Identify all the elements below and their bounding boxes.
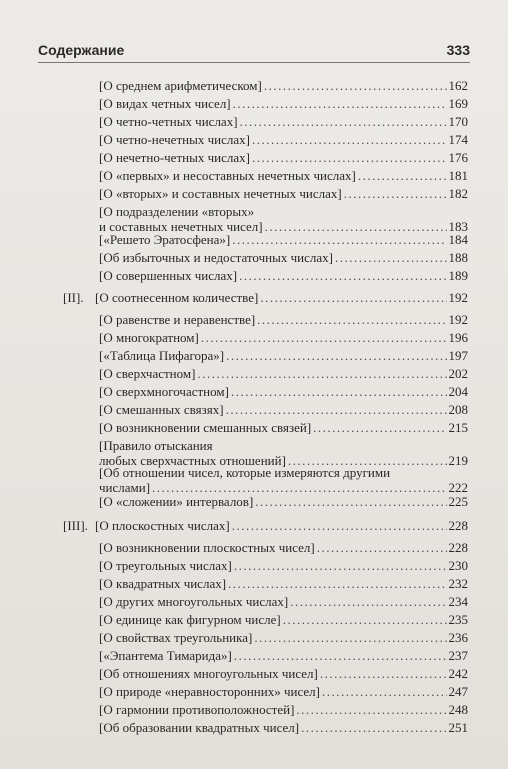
toc-entry-page: 182	[448, 186, 468, 201]
dot-leader	[301, 720, 446, 735]
toc-entry-title: [О соотнесенном количестве]	[95, 290, 259, 305]
toc-entry-page: 183	[448, 219, 468, 234]
toc-entry	[99, 666, 468, 681]
toc-entry-title: [О «сложении» интервалов]	[99, 494, 254, 509]
toc-entry	[99, 684, 468, 699]
dot-leader	[255, 494, 446, 509]
part-number: [II].	[63, 290, 84, 305]
toc-entry-title: [О равенстве и неравенстве]	[99, 312, 256, 327]
dot-leader	[226, 348, 446, 363]
toc-entry-title: [О возникновении смешанных связей]	[99, 420, 312, 435]
toc-entry-title: [О «первых» и несоставных нечетных числах]	[99, 168, 356, 183]
toc-entry	[99, 720, 468, 735]
dot-leader	[257, 312, 446, 327]
part-number: [III].	[63, 518, 88, 533]
toc-entry-page: 192	[448, 312, 468, 327]
dot-leader	[197, 366, 446, 381]
dot-leader	[231, 384, 447, 399]
running-header	[38, 36, 470, 63]
toc-entry	[95, 518, 468, 533]
toc-entry-page: 162	[448, 78, 468, 93]
toc-entry-title: [О единице как фигурном числе]	[99, 612, 281, 627]
toc-entry-page: 219	[448, 453, 468, 468]
dot-leader	[283, 612, 447, 627]
toc-entry-title: [О четно-нечетных числах]	[99, 132, 250, 147]
toc-entry-title: [О совершенных числах]	[99, 268, 238, 283]
toc-entry	[99, 232, 468, 247]
toc-entry	[99, 168, 468, 183]
toc-entry-title: [О свойствах треугольника]	[99, 630, 253, 645]
dot-leader	[228, 576, 446, 591]
toc-entry-title: [«Решето Эратосфена»]	[99, 232, 231, 247]
toc-entry-title-line: [О подразделении «вторых»	[99, 204, 255, 219]
toc-entry-page: 236	[448, 630, 468, 645]
page-title: Содержание	[38, 42, 125, 58]
dot-leader	[232, 518, 447, 533]
toc-entry-title: [О «вторых» и составных нечетных числах]	[99, 186, 342, 201]
toc-entry	[99, 420, 468, 435]
toc-entry-title: [О нечетно-четных числах]	[99, 150, 250, 165]
toc-entry-title: [О среднем арифметическом]	[99, 78, 262, 93]
toc-entry	[99, 594, 468, 609]
toc-entry	[99, 384, 468, 399]
toc-entry-page: 181	[448, 168, 468, 183]
toc-entry-title: [О квадратных числах]	[99, 576, 227, 591]
toc-entry-page: 247	[448, 684, 468, 699]
toc-entry	[99, 630, 468, 645]
toc-entry-page: 202	[448, 366, 468, 381]
toc-entry-page: 184	[448, 232, 468, 247]
toc-entry-page: 248	[448, 702, 468, 717]
toc-entry-title: [«Таблица Пифагора»]	[99, 348, 225, 363]
dot-leader	[313, 420, 446, 435]
toc-entry-title: [О сверхчастном]	[99, 366, 196, 381]
toc-entry-page: 197	[448, 348, 468, 363]
toc-entry	[99, 132, 468, 147]
toc-entry-page: 230	[448, 558, 468, 573]
toc-entry-title: числами]	[99, 480, 151, 495]
toc-entry	[99, 330, 468, 345]
dot-leader	[233, 96, 447, 111]
toc-entry-page: 237	[448, 648, 468, 663]
dot-leader	[344, 186, 447, 201]
dot-leader	[252, 150, 447, 165]
dot-leader	[226, 402, 447, 417]
toc-entry-page: 188	[448, 250, 468, 265]
toc-entry	[99, 204, 468, 234]
toc-entry-page: 208	[448, 402, 468, 417]
toc-entry-page: 176	[448, 150, 468, 165]
toc-entry	[99, 494, 468, 509]
toc-entry-page: 232	[448, 576, 468, 591]
toc-entry	[99, 186, 468, 201]
toc-entry-title: [О возникновении плоскостных чисел]	[99, 540, 315, 555]
dot-leader	[358, 168, 447, 183]
toc-entry-title: [О треугольных числах]	[99, 558, 232, 573]
toc-entry	[99, 438, 468, 468]
toc-entry-page: 225	[448, 494, 468, 509]
toc-entry-title: [Об отношениях многоугольных чисел]	[99, 666, 318, 681]
dot-leader	[254, 630, 446, 645]
toc-entry-page: 170	[448, 114, 468, 129]
toc-entry-page: 222	[448, 480, 468, 495]
toc-entry	[99, 558, 468, 573]
toc-entry-page: 196	[448, 330, 468, 345]
dot-leader	[232, 232, 446, 247]
toc-entry	[99, 540, 468, 555]
dot-leader	[260, 290, 446, 305]
toc-entry	[95, 290, 468, 305]
toc-entry-page: 189	[448, 268, 468, 283]
toc-entry-page: 228	[448, 540, 468, 555]
toc-entry-title-line: [Правило отыскания	[99, 438, 213, 453]
toc-entry	[99, 312, 468, 327]
toc-entry-title: [О гармонии противоположностей]	[99, 702, 295, 717]
toc-entry-title: [О плоскостных числах]	[95, 518, 230, 533]
toc-entry-page: 192	[448, 290, 468, 305]
toc-entry	[99, 250, 468, 265]
toc-entry-page: 174	[448, 132, 468, 147]
toc-entry-title: [О смешанных связях]	[99, 402, 224, 417]
toc-entry-title: любых сверхчастных отношений]	[99, 453, 286, 468]
toc-entry	[99, 702, 468, 717]
toc-entry	[99, 348, 468, 363]
dot-leader	[234, 648, 447, 663]
toc-entry-page: 242	[448, 666, 468, 681]
page-number: 333	[446, 42, 470, 58]
dot-leader	[240, 114, 447, 129]
dot-leader	[234, 558, 447, 573]
dot-leader	[239, 268, 446, 283]
toc-entry-page: 235	[448, 612, 468, 627]
toc-entry	[99, 366, 468, 381]
dot-leader	[290, 594, 446, 609]
toc-entry	[99, 465, 468, 495]
toc-entry	[99, 576, 468, 591]
dot-leader	[252, 132, 447, 147]
toc-entry-page: 251	[448, 720, 468, 735]
toc-entry-page: 228	[448, 518, 468, 533]
dot-leader	[264, 78, 447, 93]
toc-entry-title: [О четно-четных числах]	[99, 114, 238, 129]
toc-entry-title: [О других многоугольных числах]	[99, 594, 289, 609]
toc-entry	[99, 96, 468, 111]
toc-entry-page: 234	[448, 594, 468, 609]
toc-entry-title: [Об избыточных и недостаточных числах]	[99, 250, 333, 265]
dot-leader	[296, 702, 446, 717]
toc-entry	[99, 150, 468, 165]
dot-leader	[335, 250, 447, 265]
toc-entry-page: 204	[448, 384, 468, 399]
toc-entry-page: 169	[448, 96, 468, 111]
toc-entry-page: 215	[448, 420, 468, 435]
dot-leader	[201, 330, 447, 345]
toc-entry-title: [О природе «неравносторонних» чисел]	[99, 684, 320, 699]
dot-leader	[317, 540, 447, 555]
toc-entry	[99, 612, 468, 627]
toc-entry	[99, 114, 468, 129]
toc-entry	[99, 402, 468, 417]
dot-leader	[152, 480, 446, 495]
toc-entry-title-line: [Об отношении чисел, которые измеряются другими	[99, 465, 391, 480]
toc-entry-title: [О сверхмногочастном]	[99, 384, 229, 399]
toc-entry-title: [«Эпантема Тимарида»]	[99, 648, 232, 663]
dot-leader	[322, 684, 447, 699]
toc-entry	[99, 648, 468, 663]
toc-entry-title: и составных нечетных чисел]	[99, 219, 263, 234]
toc-entry	[99, 78, 468, 93]
toc-entry-title: [Об образовании квадратных чисел]	[99, 720, 300, 735]
toc-entry-title: [О видах четных чисел]	[99, 96, 231, 111]
toc-entry-title: [О многократном]	[99, 330, 199, 345]
dot-leader	[320, 666, 447, 681]
toc-entry	[99, 268, 468, 283]
